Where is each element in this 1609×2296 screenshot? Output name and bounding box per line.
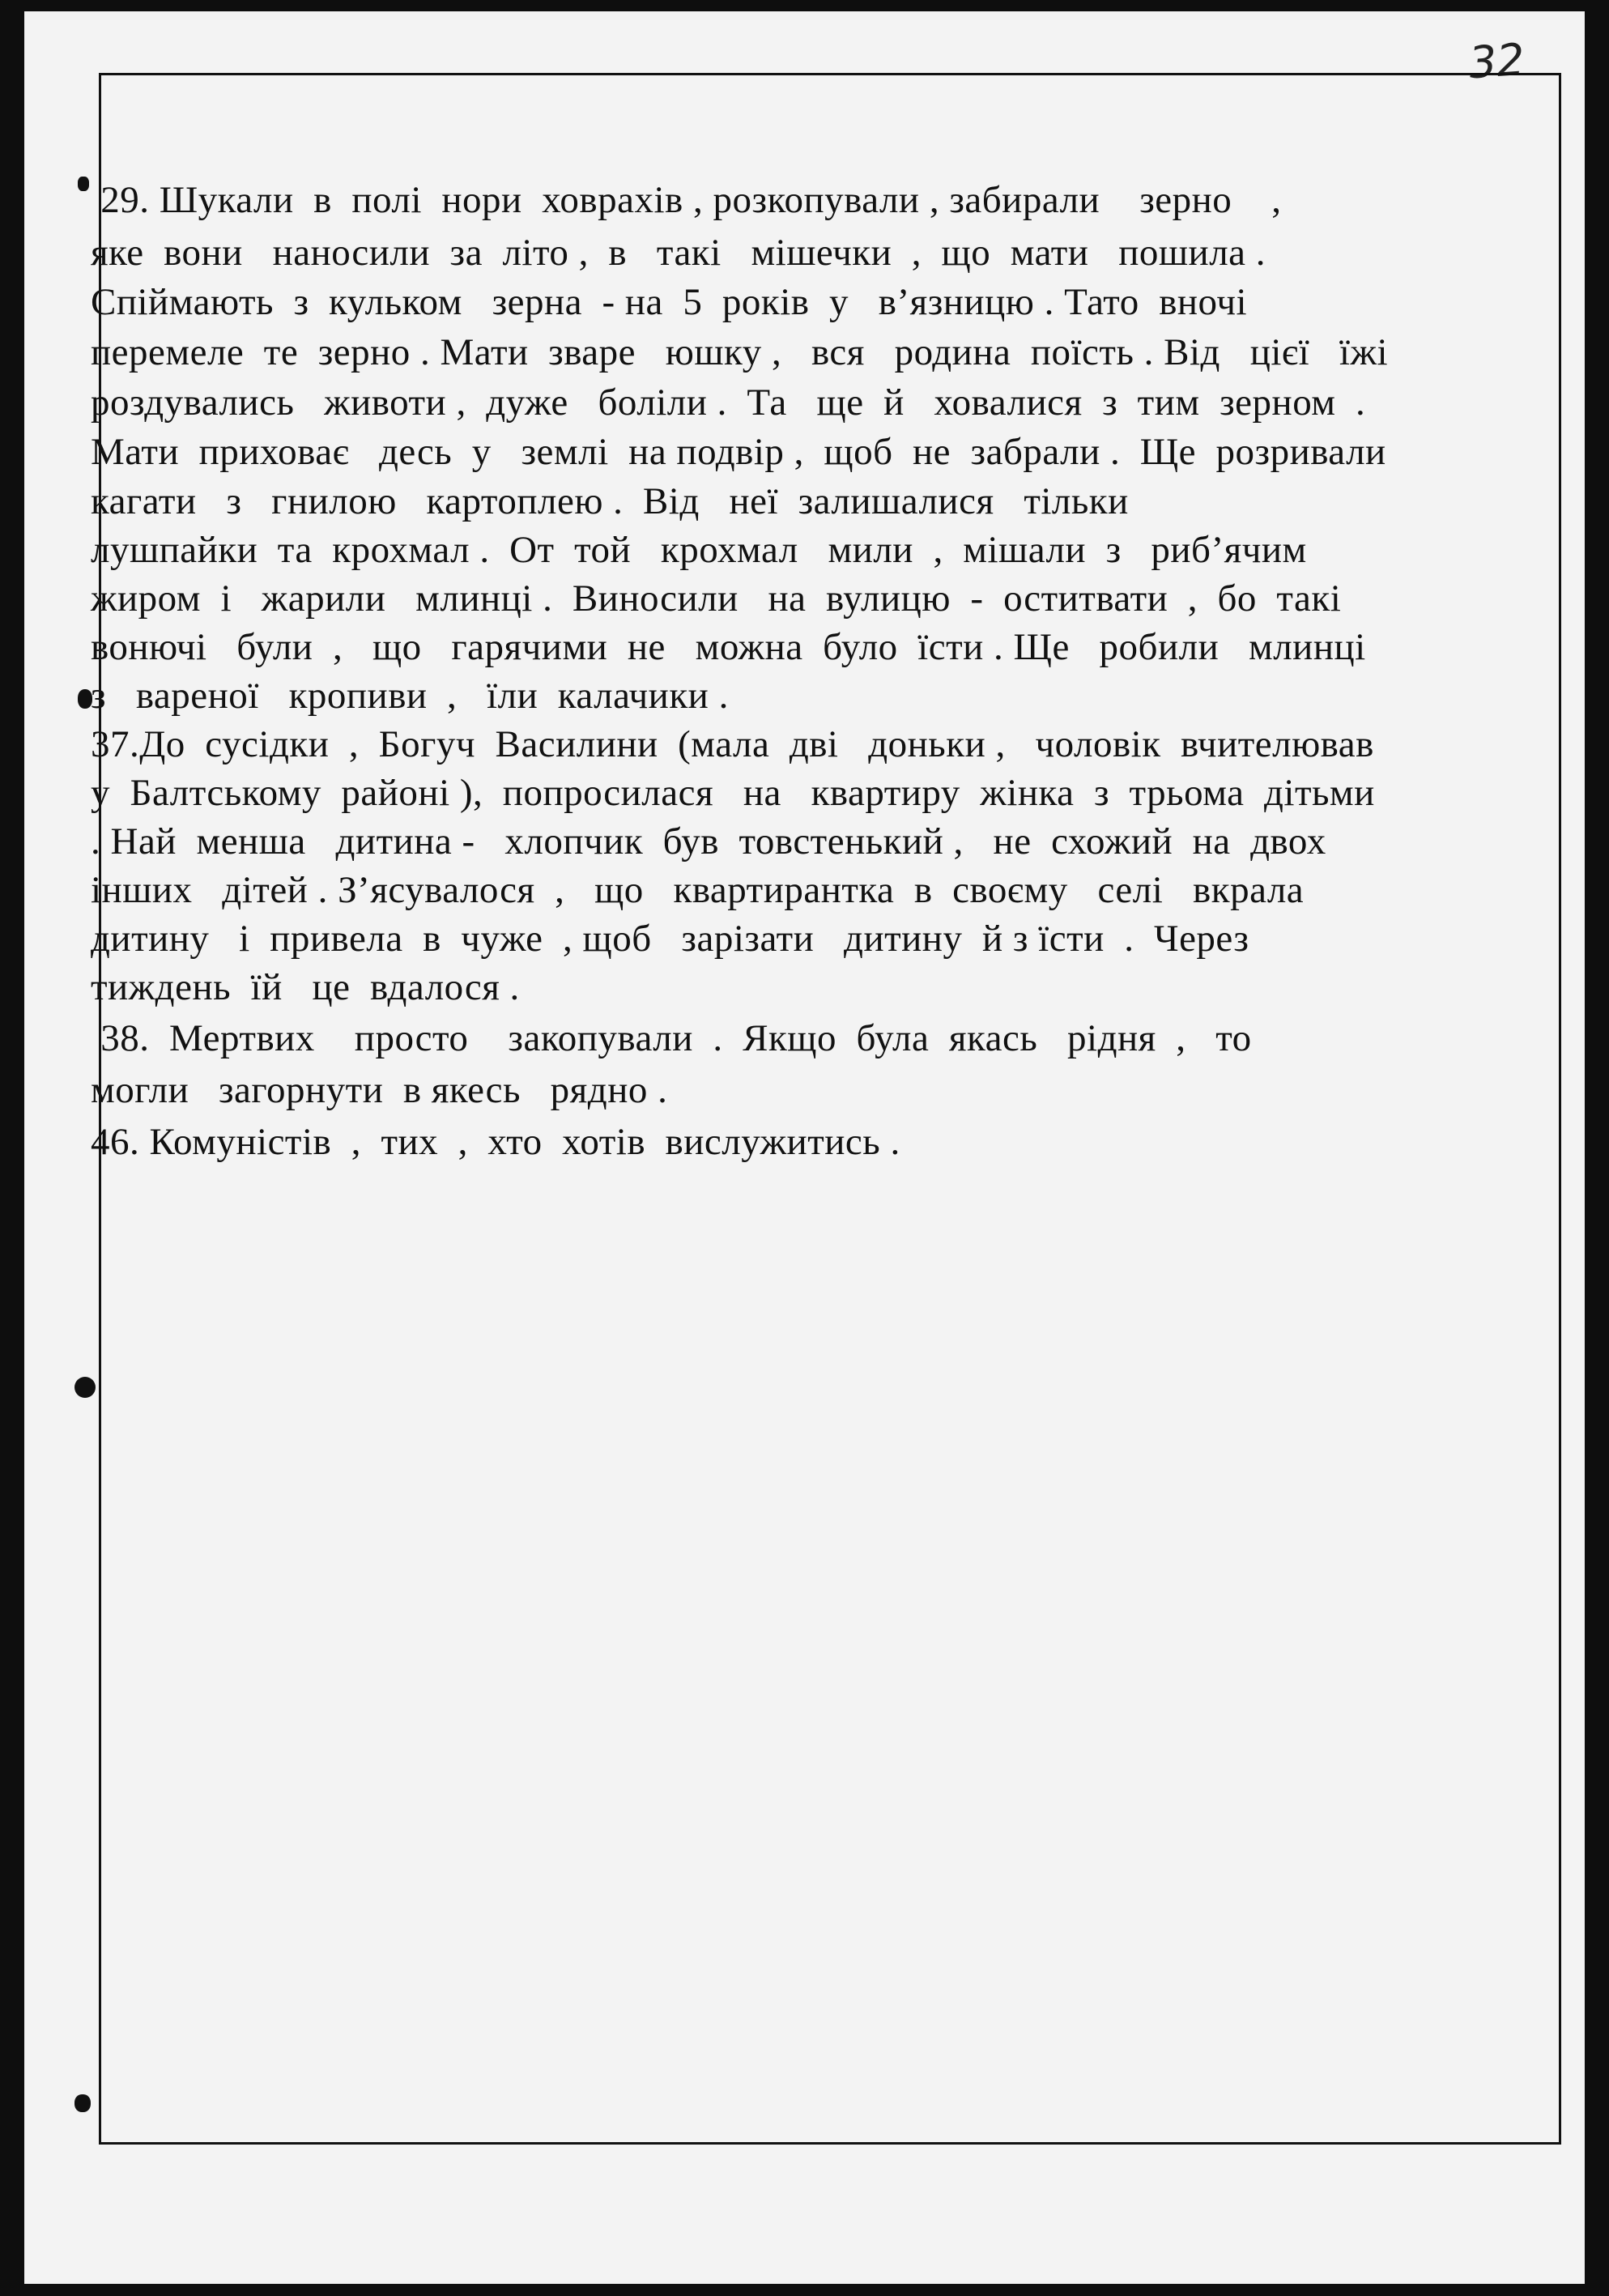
text-line: 38. Мертвих просто закопували . Якщо була якась рідня , то bbox=[91, 1017, 1252, 1059]
text-line: кагати з гнилою картоплею . Від неї залишалися тільки bbox=[91, 480, 1129, 522]
text-line: лушпайки та крохмал . От той крохмал мили , мішали з риб’ячим bbox=[91, 529, 1307, 571]
document-sheet bbox=[24, 11, 1585, 2284]
text-line: вонючі були , що гарячими не можна було їсти . Ще робили млинці bbox=[91, 626, 1366, 668]
text-line: інших дітей . З’ясувалося , що квартирантка в своєму селі вкрала bbox=[91, 869, 1305, 911]
text-line: 37.До сусідки , Богуч Василини (мала дві доньки , чоловік вчителював bbox=[91, 723, 1374, 765]
text-block bbox=[91, 11, 1548, 1186]
text-line: Спіймають з кульком зерна - на 5 років у в’язницю . Тато вночі bbox=[91, 281, 1248, 323]
punch-hole-bottom bbox=[74, 2094, 91, 2112]
text-line: у Балтському районі ), попросилася на квартиру жінка з трьома дітьми bbox=[91, 772, 1375, 814]
text-line: дитину і привела в чуже , щоб зарізати дитину й з їсти . Через bbox=[91, 918, 1249, 960]
text-line: 46. Комуністів , тих , хто хотів вислужитись . bbox=[91, 1121, 900, 1163]
text-line: з вареної кропиви , їли калачики . bbox=[91, 675, 729, 717]
text-line: . Най менша дитина - хлопчик був товстенький , не схожий на двох bbox=[91, 820, 1326, 863]
text-line: 29. Шукали в полі нори ховрахів , розкопували , забирали зерно , bbox=[91, 179, 1282, 221]
text-line: роздувались животи , дуже боліли . Та ще й ховалися з тим зерном . bbox=[91, 381, 1366, 424]
text-line: тиждень їй це вдалося . bbox=[91, 966, 520, 1008]
text-line: перемеле те зерно . Мати зваре юшку , вся родина поїсть . Від цієї їжі bbox=[91, 331, 1388, 373]
handwritten-page-number: 32 bbox=[1466, 33, 1526, 89]
text-line: Мати приховає десь у землі на подвір , щоб не забрали . Ще розривали bbox=[91, 431, 1386, 473]
punch-hole-lower bbox=[74, 1377, 96, 1398]
text-line: жиром і жарили млинці . Виносили на вулицю - оститвати , бо такі bbox=[91, 577, 1342, 620]
text-line: могли загорнути в якесь рядно . bbox=[91, 1069, 668, 1111]
punch-hole-top bbox=[78, 177, 89, 191]
text-line: яке вони наносили за літо , в такі мішечки , що мати пошила . bbox=[91, 232, 1266, 274]
